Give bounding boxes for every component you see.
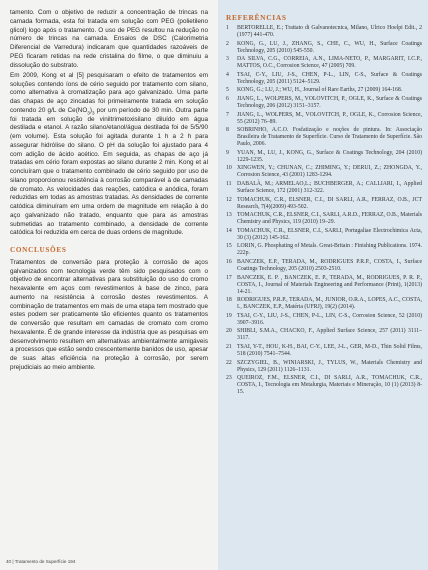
reference-number: 23	[226, 375, 232, 382]
reference-item	[226, 243, 422, 257]
reference-item	[226, 72, 422, 86]
reference-item	[226, 259, 422, 273]
conclusions-heading: CONCLUSÕES	[10, 246, 67, 255]
reference-number: 15	[226, 243, 232, 250]
reference-number: 6	[226, 95, 229, 102]
reference-item	[226, 297, 422, 311]
reference-text: BERTORELLE, E.; Trattato di Galvanotecnica, Milano, Ulrico Hoelpi Edit., 2 (1977) 441-470.	[237, 25, 422, 39]
reference-item	[226, 375, 422, 396]
reference-item	[226, 127, 422, 148]
reference-item	[226, 41, 422, 55]
reference-item	[226, 150, 422, 164]
reference-text: TSAI, C-Y., LIU, J-S., CHEN, P-L., LIN, C-S., Corrosion Science, 52 (2010) 3907–3916.	[237, 312, 422, 326]
page-footer: 40 | Tratamento de Superfície 194	[6, 559, 76, 564]
reference-text: YUAN, M., LU, J., KONG, G., Surface & Coatings Technology, 204 (2010) 1229-1235.	[237, 149, 422, 163]
reference-number: 14	[226, 227, 232, 234]
reference-item	[226, 228, 422, 242]
body-paragraph: tamento. Com o objetivo de reduzir a concentração de trincas na camada formada, esta foi tratada em solução com PEG (polietileno glicol) logo após o tratamento. O uso de PEG resultou na redução no número de trincas na camada. Ensaios de DSC (Calorimetria Diferencial de Varredura) indicaram que quantidades razoáveis de PEG ficaram retidas na rede cristalina do filme, o que diminuiu a dissolução do substrato.	[10, 9, 208, 69]
reference-number: 20	[226, 328, 232, 335]
reference-number: 13	[226, 212, 232, 219]
reference-number: 17	[226, 274, 232, 281]
reference-number: 21	[226, 343, 232, 350]
reference-number: 4	[226, 71, 229, 78]
reference-text: JIANG, L., WOLPERS, M., VOLOVITCH, P., OGLE, K., Corrosion Science, 55 (2012) 76–89.	[237, 111, 422, 125]
reference-number: 9	[226, 149, 229, 156]
reference-number: 18	[226, 297, 232, 304]
reference-number: 19	[226, 312, 232, 319]
conclusions-paragraph: Tratamentos de conversão para proteção à corrosão de aços galvanizados com tecnologia verde têm sido pesquisados com o objetivo de encontrar alternativas para substituição do uso do cromo hexavalente em aços com revestimentos à base de zinco, para aumento na resistência à corrosão destes revestimentos. A combinação de tratamentos em mais de uma etapa tem mostrado que estes podem ser praticamente tão eficientes quanto os tratamentos de conversão que resultam em camadas de cromato com cromo hexavalente. É de grande interesse da indústria que as pesquisas em desenvolvimento resultem em alternativas ambientalmente amigáveis a processos que estão sendo crescentemente banidos de uso, apesar de suas altas eficiência na proteção à corrosão, por serem prejudiciais ao meio ambiente.	[10, 258, 208, 371]
reference-text: KONG, G.; LU, J.; WU, H., Journal of Rare Earths, 27 (2009) 164-168.	[237, 87, 403, 94]
reference-text: JIANG, L., WOLPERS, M., VOLOVITCH, P., OGLE, K., Surface & Coatings Technology, 206 (2012) 3151–3157.	[237, 95, 422, 109]
reference-text: XINGWEN, Y.; CHUNAN, C.; ZHIMING, Y.; DERUI, Z.; ZHONGDA, Y., Corrosion Science, 43 (2001) 1283-1294.	[237, 165, 422, 179]
reference-text: DABALÀ, M.; ARMELAO,L.; BUCHBERGER, A.; CALLIARI, I., Applied Surface Science, 172 (2001) 312-322.	[237, 180, 422, 194]
reference-text: TOMACHUK, C.R., ELSNER, C.I., DI SARLI, A.R., FERRAZ, O.B., JCT Research, 7(4)(2009) 493-502.	[237, 196, 422, 210]
reference-text: TOMACHUK, C.R., ELSNER, C.I., SARLI, Portugaliae Electrochimica Acta, 30 (3) (2012) 145-162.	[237, 227, 422, 241]
reference-text: TOMACHUK, C.R., ELSNER, C.I., SARLI, A.R.D., FERRAZ, O.B., Materials Chemistry and Physics, 119 (2010) 19–29.	[237, 212, 422, 226]
reference-item	[226, 112, 422, 126]
reference-text: BANCZEK, E. P. , BANCZEK, E. P., TERADA, M., RODRIGUES, P. R. P., COSTA, I., Journal of Materials Engineering and Performance (Print), 1(2013) 14-21.	[237, 274, 422, 295]
reference-text: LORIN, G. Phosphating of Metals. Great-Britain : Finishing Publications. 1974. 222p.	[237, 243, 422, 257]
reference-text: BANCZEK, E.P., TERADA, M., RODRIGUES P.R.P., COSTA, I., Surface Coatings Technology, 205 (2010) 2503-2510.	[237, 258, 422, 272]
reference-number: 16	[226, 258, 232, 265]
reference-text: SZCZYGIEL, B., WINIARSKI, J., TYLUS, W., Materials Chemistry and Physics, 129 (2011) 1126–1131.	[237, 359, 422, 373]
reference-item	[226, 197, 422, 211]
reference-number: 10	[226, 165, 232, 172]
reference-item	[226, 87, 422, 94]
body-paragraph: Em 2009, Kong et al [5] pesquisaram o efeito de tratamentos em soluções contendo íons de cério seguido por tratamento com silano, como alternativa à cromatização para aço galvanizado. Uma parte das chapas de aço zincadas foi primeiramente tratada em solução contendo 20 g/L de $Ce(NO_3)_3$ por um período de 30 min. Outra parte foi tratada em solução de viniltrimetoxisilano diluído em água destilada e etanol. A razão silano/etanol/água destilada foi de 5/5/90 (em volume). Esta solução foi agitada durante 1 h a 2 h para assegurar hidrólise do silano. O pH da solução foi ajustado para 4 com adição de ácido acético. Em seguida, as chapas de aço já tratadas em cério foram expostas ao silano durante 2 min. Kong et al concluíram que o tratamento combinado de cério seguido por uso de silano proporcionou resistência à corrosão comparável à de camadas de cromato. As velocidades das reações, catódica e anódica, foram reduzidas em todas as amostras tratadas. As densidades de corrente catódica diminuíram em uma ordem de magnitude em relação à do aço galvanizado não tratado, enquanto que para as amostras submetidas ao tratamento combinado, a densidade de corrente catódica foi reduzida em cerca de duas ordens de magnitude.	[10, 71, 208, 237]
reference-number: 22	[226, 359, 232, 366]
reference-item	[226, 328, 422, 342]
reference-item	[226, 25, 422, 39]
body-column	[10, 9, 208, 373]
reference-number: 3	[226, 56, 229, 63]
reference-text: SOBRINHO, A.C.O. Fosfatização e noções de pintura. In: Associação Brasileira de Tratamento de Superfície. Curso de Tratamento de Superfície. São Paulo, 2006.	[237, 127, 422, 148]
reference-item	[226, 96, 422, 110]
reference-item	[226, 56, 422, 70]
reference-text: KONG, G., LU, J., ZHANG, S., CHE, C., WU, H., Surface Coatings Technology, 205 (2010) 545-550.	[237, 40, 422, 54]
reference-text: QUEIROZ, F.M., ELSNER, C.I., DI SARLI, A.R., TOMACHUK, C.R., COSTA, I., Tecnologia em Metalurgia, Materiais e Mineração, 10 (1) (2013) 8-15.	[237, 375, 422, 396]
references-panel	[218, 0, 428, 570]
reference-number: 12	[226, 196, 232, 203]
reference-item	[226, 165, 422, 179]
reference-text: TSAI, C-Y., LIU, J-S., CHEN, P-L., LIN, C-S., Surface & Coatings Technology, 205 (2011) 5124–5129.	[237, 71, 422, 85]
reference-text: TSAI, Y-T., HOU, K-H., BAI, C-Y., LEE, J-L., GER, M-D., Thin Solid Films, 518 (2010) 7541–7544.	[237, 343, 422, 357]
reference-item	[226, 313, 422, 327]
reference-number: 5	[226, 87, 229, 94]
reference-item	[226, 181, 422, 195]
reference-item	[226, 360, 422, 374]
reference-text: DA SILVA, C.G., CORREIA, A.N., LIMA-NETO, P., MARGARIT, I.C.P., MATTOS, O.C., Corrosion Science, 47 (2005) 709.	[237, 56, 422, 70]
reference-number: 1	[226, 25, 229, 31]
reference-text: RODRIGUES, P.R.P., TERADA, M., JUNIOR, O.R.A., LOPES, A.C., COSTA, I., BANCZEK, E.P., Matéria (UFRJ), 19(2) (2014).	[237, 297, 422, 311]
reference-number: 7	[226, 111, 229, 118]
reference-number: 11	[226, 180, 232, 187]
reference-number: 8	[226, 127, 229, 134]
references-list	[226, 25, 422, 396]
reference-item	[226, 344, 422, 358]
reference-item	[226, 275, 422, 296]
reference-item	[226, 212, 422, 226]
reference-text: SHIBLI, S.M.A., CHACKO, F., Applied Surface Science, 257 (2011) 3111–3117.	[237, 328, 422, 342]
reference-number: 2	[226, 40, 229, 47]
references-heading: REFERÊNCIAS	[226, 13, 287, 22]
